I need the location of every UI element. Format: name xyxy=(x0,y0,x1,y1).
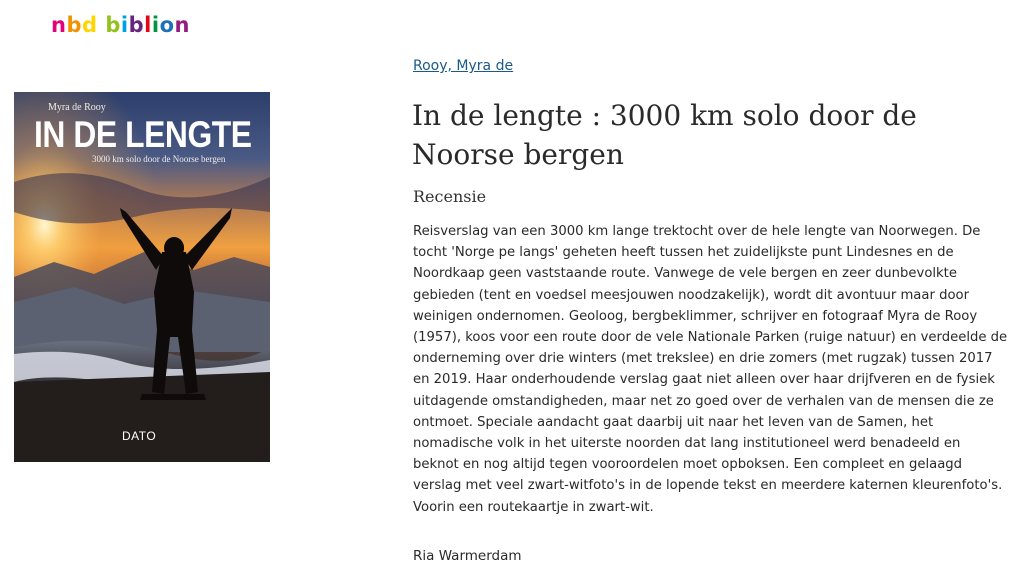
logo-letter: d xyxy=(82,13,98,37)
review-text: Reisverslag van een 3000 km lange trektocht over de hele lengte van Noorwegen. De tocht 'Norge pe langs' geheten heeft tussen het zuidelijkste punt Lindesnes en de Noordkaap geen vaststaande route. Vanwege de vele bergen en zeer dunbevolkte gebieden (tent en voedsel meesjouwen noodzakelijk), wordt dit avontuur maar door weinigen ondernomen. Geoloog, bergbeklimmer, schrijver en fotograaf Myra de Rooy (1957), koos voor een route door de vele Nationale Parken (ruige natuur) en verdeelde de onderneming over drie winters (met trekslee) en drie zomers (met rugzak) tussen 2017 en 2019. Haar onderhoudende verslag gaat niet alleen over haar drijfveren en de fysiek uitdagende omstandigheden, maar net zo goed over de verhalen van de mensen die ze ontmoet. Speciale aandacht gaat daarbij uit naar het leven van de Samen, het nomadische volk in het uiterste noorden dat lang institutioneel werd benadeeld en beknot en nog altijd tegen vooroordelen moet opboksen. Een compleet en gelaagd verslag met veel zwart-witfoto's in de lopende tekst en meerdere katernen kleurenfoto's. Voorin een routekaartje in zwart-wit. xyxy=(413,224,1008,515)
section-label: Recensie xyxy=(413,187,487,206)
nbd-biblion-logo[interactable] xyxy=(51,13,190,37)
book-title: In de lengte : 3000 km solo door de Noorse bergen xyxy=(412,99,917,171)
logo-letter: b xyxy=(128,13,145,37)
logo-letter: o xyxy=(159,13,175,37)
logo-letter: b xyxy=(105,13,121,37)
cover-title: IN DE LENGTE xyxy=(34,114,252,155)
logo-letter: n xyxy=(51,13,67,37)
logo-letter xyxy=(98,13,106,37)
cover-author: Myra de Rooy xyxy=(48,102,106,113)
cover-subtitle: 3000 km solo door de Noorse bergen xyxy=(92,154,226,164)
logo-letter: i xyxy=(151,13,160,37)
logo-letter: b xyxy=(66,13,82,37)
reviewer-name: Ria Warmerdam xyxy=(413,548,522,564)
logo-letter: l xyxy=(144,13,152,37)
cover-publisher: DATO xyxy=(122,429,157,443)
logo-letter: n xyxy=(174,13,190,37)
logo-letter: i xyxy=(120,13,129,37)
book-cover xyxy=(14,92,270,462)
author-link[interactable]: Rooy, Myra de xyxy=(413,58,514,74)
